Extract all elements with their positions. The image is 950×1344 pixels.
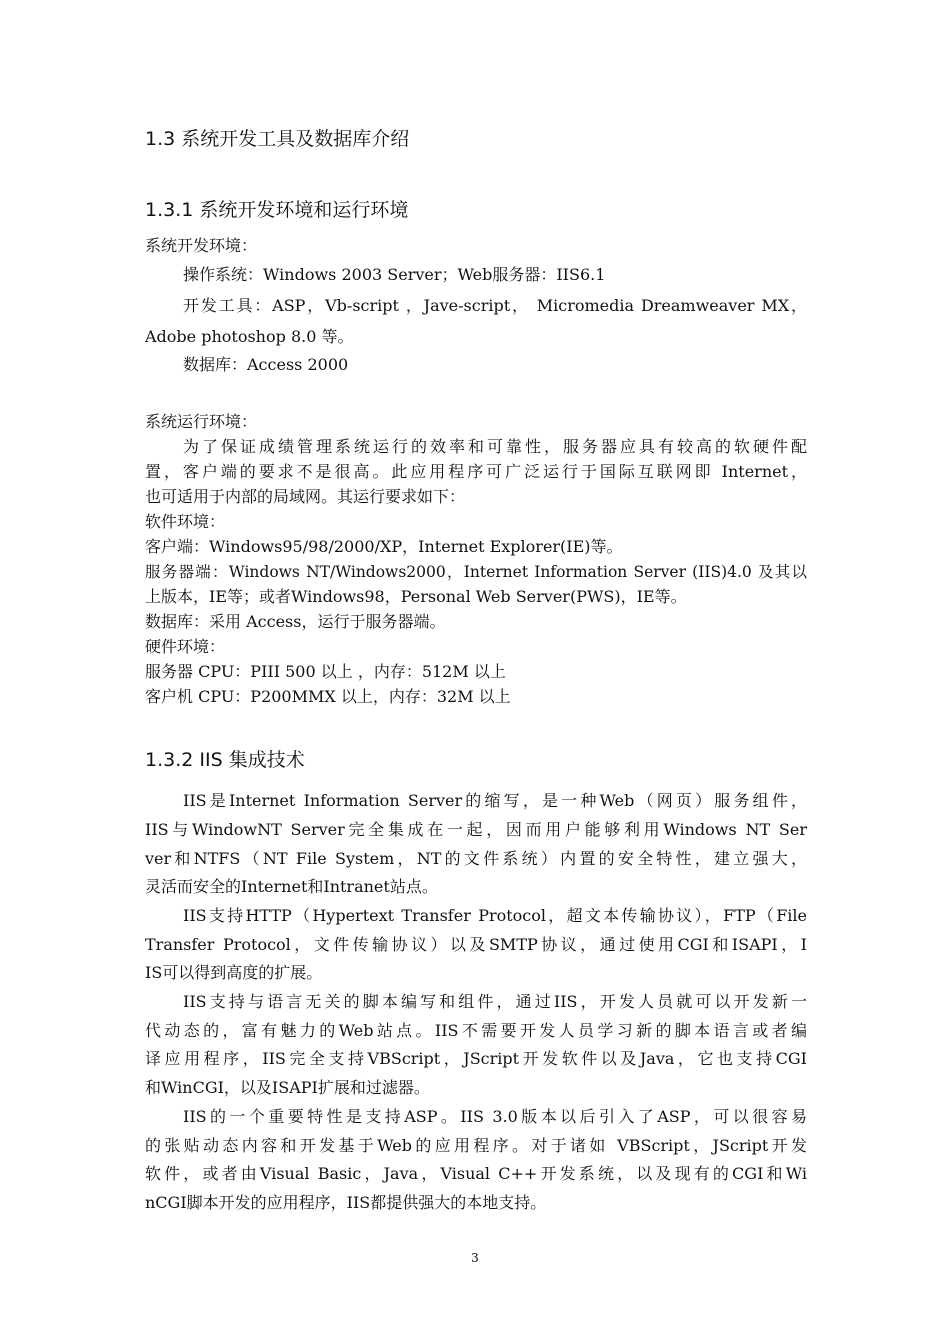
dev-env-db: 数据库：Access 2000: [183, 355, 349, 374]
dev-env-os: 操作系统：Windows 2003 Server；Web服务器：IIS6.1: [183, 265, 606, 284]
iis-para3-line3: 译应用程序，IIS完全支持VBScript，JScript开发软件以及Java，它也支持CGI: [145, 1049, 807, 1068]
iis-para3-line1: IIS支持与语言无关的脚本编写和组件，通过IIS，开发人员就可以开发新一: [183, 992, 807, 1011]
iis-para1-line2: IIS与WindowNT Server完全集成在一起，因而用户能够利用Windows NT Ser: [145, 820, 807, 839]
page-number: 3: [471, 1251, 479, 1265]
section-heading-1-3-1: 1.3.1 系统开发环境和运行环境: [145, 199, 409, 221]
iis-para2-line3: IS可以得到高度的扩展。: [145, 963, 323, 982]
iis-para4-line2: 的张贴动态内容和开发基于Web的应用程序。对于诸如 VBScript，JScript开发: [145, 1136, 807, 1155]
software-env-server-line2: 上版本，IE等；或者Windows98，Personal Web Server(PWS)，IE等。: [145, 587, 687, 606]
iis-para4-line1: IIS的一个重要特性是支持ASP。IIS 3.0版本以后引入了ASP，可以很容易: [183, 1107, 807, 1126]
dev-env-tools-line1: 开发工具：ASP，Vb-script ，Jave-script， Micromedia Dreamweaver MX，: [183, 296, 807, 315]
iis-para4-line4: nCGI脚本开发的应用程序，IIS都提供强大的本地支持。: [145, 1193, 547, 1212]
hardware-env-server: 服务器 CPU：PIII 500 以上 ，内存：512M 以上: [145, 662, 506, 681]
iis-para2-line1: IIS支持HTTP（Hypertext Transfer Protocol，超文本传输协议），FTP（File: [183, 906, 807, 925]
software-env-database: 数据库：采用 Access，运行于服务器端。: [145, 612, 446, 631]
hardware-env-client: 客户机 CPU：P200MMX 以上，内存：32M 以上: [145, 687, 511, 706]
iis-para1-line1: IIS是Internet Information Server的缩写，是一种Web（网页）服务组件，: [183, 791, 807, 810]
dev-env-tools-line2: Adobe photoshop 8.0 等。: [145, 327, 354, 346]
iis-para1-line4: 灵活而安全的Internet和Intranet站点。: [145, 877, 438, 896]
iis-para2-line2: Transfer Protocol，文件传输协议）以及SMTP协议，通过使用CGI和ISAPI，I: [145, 935, 807, 954]
software-env-client: 客户端：Windows95/98/2000/XP，Internet Explorer(IE)等。: [145, 537, 623, 556]
iis-para1-line3: ver和NTFS（NT File System，NT的文件系统）内置的安全特性，建立强大，: [145, 849, 807, 868]
run-env-intro-line2: 置，客户端的要求不是很高。此应用程序可广泛运行于国际互联网即 Internet，: [145, 462, 807, 481]
run-env-label: 系统运行环境：: [145, 412, 258, 431]
software-env-server-line1: 服务器端：Windows NT/Windows2000，Internet Information Server (IIS)4.0 及其以: [145, 563, 807, 581]
dev-env-label: 系统开发环境：: [145, 236, 258, 255]
section-heading-1-3-2: 1.3.2 IIS 集成技术: [145, 749, 305, 771]
iis-para3-line2: 代动态的，富有魅力的Web站点。IIS不需要开发人员学习新的脚本语言或者编: [145, 1021, 807, 1040]
iis-para3-line4: 和WinCGI，以及ISAPI扩展和过滤器。: [145, 1078, 430, 1097]
software-env-label: 软件环境：: [145, 512, 226, 531]
section-heading-1-3: 1.3 系统开发工具及数据库介绍: [145, 128, 410, 150]
iis-para4-line3: 软件，或者由Visual Basic，Java，Visual C++开发系统，以及现有的CGI和Wi: [145, 1164, 807, 1183]
hardware-env-label: 硬件环境：: [145, 637, 226, 656]
run-env-intro-line3: 也可适用于内部的局域网。其运行要求如下：: [145, 487, 466, 506]
run-env-intro-line1: 为了保证成绩管理系统运行的效率和可靠性，服务器应具有较高的软硬件配: [183, 437, 807, 456]
